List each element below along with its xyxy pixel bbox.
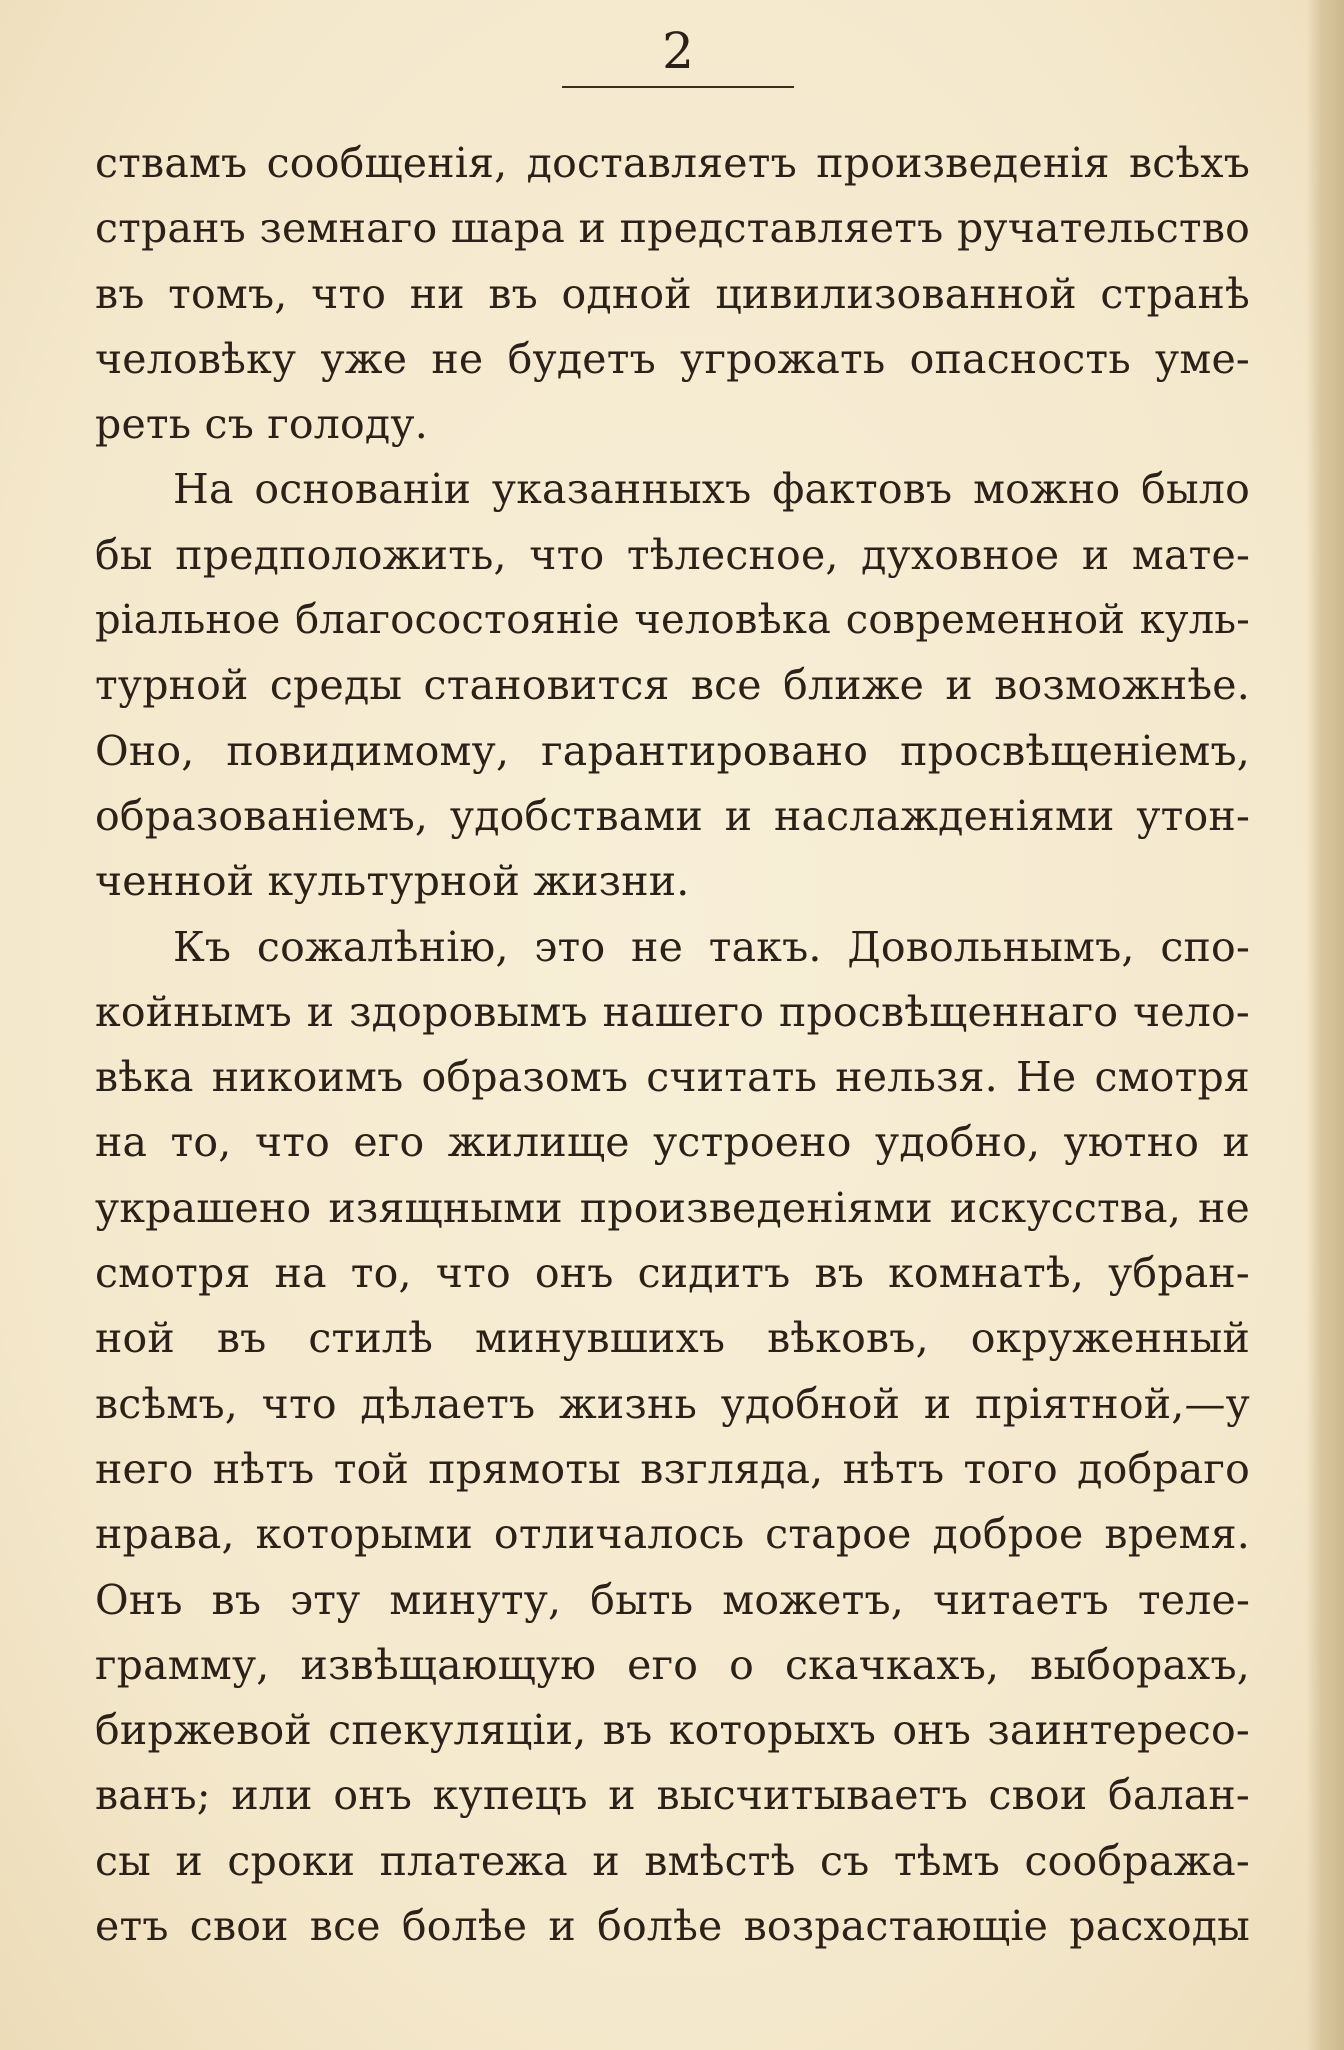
text-line: странъ земнаго шара и представляетъ ручательство [95,204,1250,253]
text-line: въ томъ, что ни въ одной цивилизованной странѣ [95,269,1250,318]
text-line: грамму, извѣщающую его о скачкахъ, выборахъ, [95,1640,1250,1689]
text-line: образованіемъ, удобствами и наслажденіями утон- [95,791,1250,840]
text-line: Онъ въ эту минуту, быть можетъ, читаетъ теле- [95,1575,1250,1624]
text-line: ріальное благосостояніе человѣка современной куль- [95,597,1250,644]
page-number: 2 [662,22,694,80]
text-line: ной въ стилѣ минувшихъ вѣковъ, окруженный [95,1314,1250,1363]
text-line: На основаніи указанныхъ фактовъ можно было [173,465,1250,514]
text-line: Оно, повидимому, гарантировано просвѣщеніемъ, [95,726,1250,775]
text-line: ствамъ сообщенія, доставляетъ произведенія всѣхъ [95,139,1250,187]
text-line: смотря на то, что онъ сидитъ въ комнатѣ, убран- [95,1249,1250,1298]
page-edge-shadow [1306,0,1344,2050]
text-line: всѣмъ, что дѣлаетъ жизнь удобной и пріятной,—у [95,1379,1250,1428]
text-line: украшено изящными произведеніями искусства, не [95,1183,1250,1232]
body-text [95,131,1250,1959]
text-line: реть съ голоду. [95,400,428,449]
text-line: биржевой спекуляціи, въ которыхъ онъ заинтересо- [95,1706,1250,1755]
text-line: койнымъ и здоровымъ нашего просвѣщеннаго чело- [95,987,1250,1036]
text-line: бы предположить, что тѣлесное, духовное и мате- [95,530,1250,579]
text-line: него нѣтъ той прямоты взгляда, нѣтъ того добраго [95,1444,1250,1493]
text-line: ванъ; или онъ купецъ и высчитываетъ свои балан- [95,1771,1250,1820]
text-line: на то, что его жилище устроено удобно, уютно и [95,1118,1250,1167]
text-line: человѣку уже не будетъ угрожать опасность уме- [95,334,1250,383]
text-line: сы и сроки платежа и вмѣстѣ съ тѣмъ соображa- [95,1836,1250,1885]
text-line: ченной культурной жизни. [95,857,690,906]
header-rule [562,86,794,88]
text-line: етъ свои все болѣе и болѣе возрастающіе расходы [95,1902,1250,1951]
text-line: нрава, которыми отличалось старое доброе время. [95,1510,1250,1559]
text-line: турной среды становится все ближе и возможнѣе. [95,661,1250,710]
text-line: Къ сожалѣнію, это не такъ. Довольнымъ, спо- [173,922,1250,971]
text-line: вѣка никоимъ образомъ считать нельзя. Не смотря [95,1053,1250,1102]
